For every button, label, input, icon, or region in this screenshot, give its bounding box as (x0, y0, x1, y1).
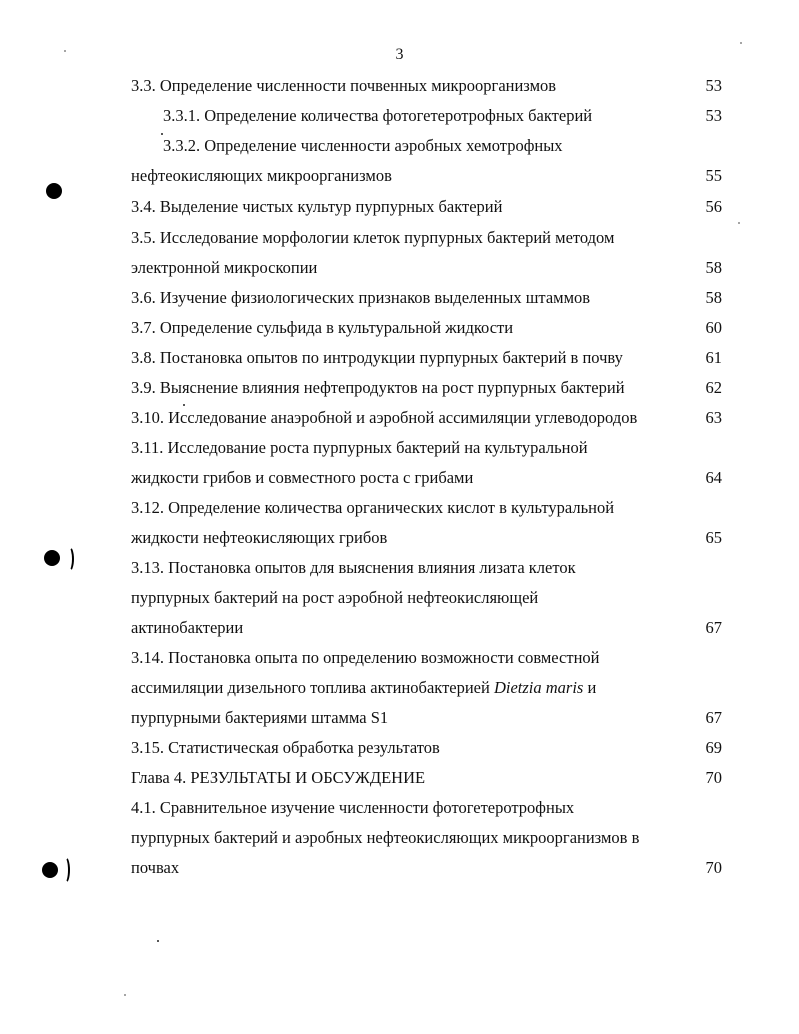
punch-hole-middle-arc (64, 546, 74, 572)
toc-entry-page: 63 (705, 408, 722, 427)
species-name: Dietzia maris (493, 678, 584, 697)
toc-entry-text (131, 708, 388, 728)
toc-entry-title: 3.11. Исследование роста пурпурных бактерий на культуральной (131, 438, 588, 457)
toc-entry-text (131, 468, 473, 488)
toc-entry-title: нефтеокисляющих микроорганизмов (131, 166, 392, 185)
toc-entry-text (131, 618, 243, 638)
toc-entry-text (131, 678, 596, 698)
toc-entry-text (131, 768, 425, 788)
toc-entry-text (131, 498, 614, 518)
speck (64, 50, 66, 52)
toc-entry-text (131, 858, 179, 878)
toc-entry-title: актинобактерии (131, 618, 244, 637)
toc-entry-title: жидкости нефтеокисляющих грибов (131, 528, 388, 547)
toc-entry-page: 56 (705, 197, 722, 216)
toc-entry-text (131, 197, 502, 217)
speck (740, 42, 742, 44)
toc-entry-page: 64 (705, 468, 722, 487)
toc-entry-text (131, 348, 623, 368)
toc-entry-text (163, 106, 592, 126)
toc-entry-title: Глава 4. РЕЗУЛЬТАТЫ И ОБСУЖДЕНИЕ (131, 768, 426, 787)
toc-entry-title: 3.15. Статистическая обработка результатов (131, 738, 440, 757)
toc-entry-text (131, 378, 625, 398)
toc-entry-title: пурпурных бактерий на рост аэробной нефтеокисляющей (131, 588, 539, 607)
toc-entry-page: 53 (705, 76, 722, 95)
toc-entry-text (131, 798, 574, 818)
toc-entry-page: 67 (705, 708, 722, 727)
toc-entry-page: 62 (705, 378, 722, 397)
toc-entry-title: 3.14. Постановка опыта по определению возможности совместной (131, 648, 600, 667)
toc-entry-title: 3.5. Исследование морфологии клеток пурпурных бактерий методом (131, 228, 615, 247)
toc-entry-title: 3.12. Определение количества органических кислот в культуральной (131, 498, 615, 517)
speck (183, 404, 185, 406)
toc-entry-text (131, 228, 614, 248)
toc-entry-title: 3.3. Определение численности почвенных микроорганизмов (131, 76, 557, 95)
speck (124, 994, 126, 996)
speck (738, 222, 740, 224)
toc-entry-page: 67 (705, 618, 722, 637)
toc-entry-title: 3.8. Постановка опытов по интродукции пурпурных бактерий в почву (131, 348, 623, 367)
punch-hole-bottom-arc (60, 856, 70, 884)
toc-entry-title: 3.13. Постановка опытов для выяснения влияния лизата клеток (131, 558, 576, 577)
speck (161, 133, 163, 135)
toc-entry-title: 3.4. Выделение чистых культур пурпурных бактерий (131, 197, 503, 216)
toc-entry-page: 70 (705, 858, 722, 877)
toc-entry-page: 69 (705, 738, 722, 757)
toc-entry-text (131, 588, 538, 608)
toc-entry-title: пурпурными бактериями штамма S1 (131, 708, 389, 727)
toc-entry-tail: и (583, 678, 597, 697)
toc-entry-text (131, 648, 599, 668)
toc-entry-page: 60 (705, 318, 722, 337)
toc-entry-page: 70 (705, 768, 722, 787)
toc-entry-title: 3.3.2. Определение численности аэробных хемотрофных (163, 136, 563, 155)
toc-entry-page: 53 (705, 106, 722, 125)
toc-entry-text (131, 318, 513, 338)
toc-entry-title: 3.6. Изучение физиологических признаков выделенных штаммов (131, 288, 591, 307)
toc-entry-text (131, 528, 387, 548)
toc-entry-text (131, 738, 440, 758)
toc-entry-text (131, 828, 639, 848)
toc-entry-page: 61 (705, 348, 722, 367)
punch-hole-middle (44, 550, 60, 566)
punch-hole-top (46, 183, 62, 199)
page-number: 3 (395, 46, 404, 63)
toc-entry-text (131, 438, 588, 458)
toc-entry-text (131, 408, 637, 428)
toc-entry-title: 4.1. Сравнительное изучение численности фотогетеротрофных (131, 798, 575, 817)
toc-entry-text (131, 166, 392, 186)
toc-entry-title: 3.9. Выяснение влияния нефтепродуктов на рост пурпурных бактерий (131, 378, 625, 397)
toc-entry-text (131, 258, 317, 278)
toc-entry-title: 3.7. Определение сульфида в культуральной жидкости (131, 318, 514, 337)
toc-entry-title: почвах (131, 858, 180, 877)
toc-entry-title: ассимиляции дизельного топлива актинобактерией (131, 678, 490, 697)
toc-entry-page: 65 (705, 528, 722, 547)
toc-entry-title: 3.10. Исследование анаэробной и аэробной ассимиляции углеводородов (131, 408, 638, 427)
toc-entry-title: жидкости грибов и совместного роста с грибами (131, 468, 474, 487)
toc-entry-page: 58 (705, 258, 722, 277)
toc-entry-text (131, 558, 576, 578)
speck (157, 940, 159, 942)
toc-entry-page: 58 (705, 288, 722, 307)
toc-entry-title: электронной микроскопии (131, 258, 318, 277)
toc-entry-text (163, 136, 563, 156)
punch-hole-bottom (42, 862, 58, 878)
toc-entry-page: 55 (705, 166, 722, 185)
toc-entry-title: пурпурных бактерий и аэробных нефтеокисляющих микроорганизмов в (131, 828, 640, 847)
toc-entry-title: 3.3.1. Определение количества фотогетеротрофных бактерий (163, 106, 593, 125)
toc-entry-text (131, 288, 590, 308)
toc-entry-text (131, 76, 556, 96)
